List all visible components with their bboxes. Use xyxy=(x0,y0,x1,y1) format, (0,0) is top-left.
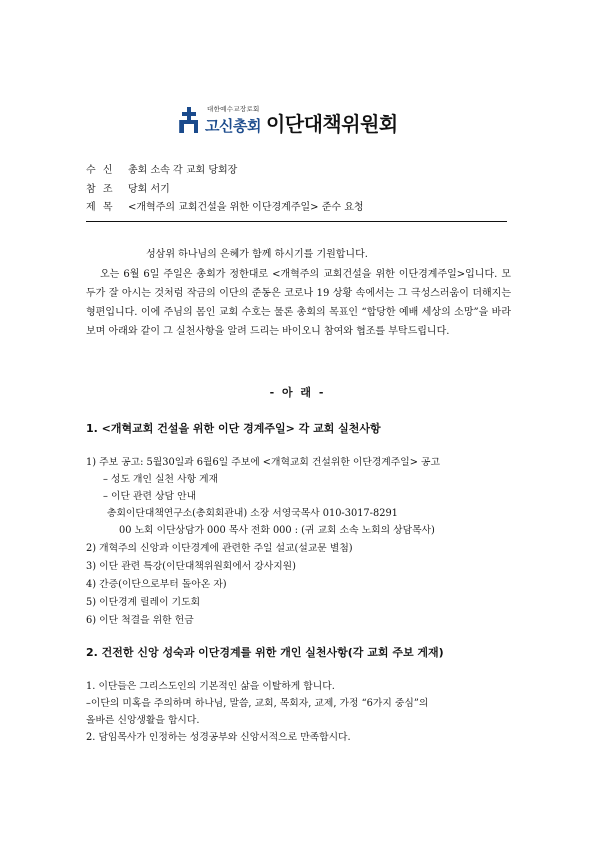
section1-line: 3) 이단 관련 특강(이단대책위원회에서 강사지원) xyxy=(86,561,296,572)
greeting: 성삼위 하나님의 은혜가 함께 하시기를 기원합니다. xyxy=(146,249,368,260)
body-paragraph: 오는 6월 6일 주일은 총회가 정한대로 <개혁주의 교회건설을 위한 이단경계주일>입니다. 모두가 잘 아시는 것처럼 작금의 이단의 준동은 코로나 19 상황 속에서는 그 극성스러움이 더해지는 형편입니다. 이에 주님의 몸인 교회 수호는 물론 총회의 목표인 “합당한 예배 세상의 소망”을 바라보며 아래와 같이 그 실천사항을 알려 드리는 바이오니 참여와 협조를 부탁드립니다. xyxy=(86,269,511,337)
section1-heading: 1. <개혁교회 건설을 위한 이단 경계주일> 각 교회 실천사항 xyxy=(86,422,381,435)
section2-line: –이단의 미혹을 주의하며 하나님, 말씀, 교회, 목회자, 교제, 가정 “6가지 중심”의 xyxy=(86,698,429,709)
section1-line: 2) 개혁주의 신앙과 이단경계에 관련한 주일 설교(설교문 별첨) xyxy=(86,543,353,554)
section1-line: 00 노회 이단상담가 000 목사 전화 000 : (귀 교회 소속 노회의 상담목사) xyxy=(119,525,435,536)
section2-line: 1. 이단들은 그리스도인의 기본적인 삶을 이탈하게 합니다. xyxy=(86,681,335,692)
org-logo xyxy=(178,104,398,136)
org-main-label: 이단대책위원회 xyxy=(265,112,398,136)
church-logo-icon xyxy=(178,106,200,134)
section1-line: 5) 이단경계 릴레이 기도회 xyxy=(86,597,201,608)
memo-subject-value: <개혁주의 교회건설을 위한 이단경계주일> 준수 요청 xyxy=(128,202,364,213)
section1-line: 총회이단대책연구소(총회회관내) 소장 서영국목사 010-3017-8291 xyxy=(107,508,398,519)
memo-subject-label: 제 목 xyxy=(86,202,115,213)
section1-line: 1) 주보 공고: 5월30일과 6월6일 주보에 <개혁교회 건설위한 이단경계주일> 공고 xyxy=(86,457,440,468)
section2-heading: 2. 건전한 신앙 성숙과 이단경계를 위한 개인 실천사항(각 교회 주보 게재) xyxy=(86,646,444,659)
memo-to-label: 수 신 xyxy=(86,165,115,176)
memo-cc-value: 당회 서기 xyxy=(128,184,170,195)
notice-title: - 아 래 - xyxy=(269,386,326,399)
section2-line: 올바른 신앙생활을 합시다. xyxy=(86,715,200,726)
memo-cc xyxy=(86,183,170,197)
section1-line: – 성도 개인 실천 사항 게재 xyxy=(103,474,219,485)
org-small-label: 대한예수교장로회 xyxy=(207,105,260,113)
section2-line: 2. 담임목사가 인정하는 성경공부와 신앙서적으로 만족합시다. xyxy=(86,732,351,743)
memo-cc-label: 참 조 xyxy=(86,184,115,195)
memo-subject xyxy=(86,201,364,215)
header-divider xyxy=(86,221,507,222)
section1-line: – 이단 관련 상담 안내 xyxy=(103,491,197,502)
memo-to xyxy=(86,164,237,178)
memo-to-value: 총회 소속 각 교회 당회장 xyxy=(128,165,238,176)
org-sub-label: 고신총회 xyxy=(205,117,261,135)
section1-line: 4) 간증(이단으로부터 돌아온 자) xyxy=(86,579,227,590)
section1-line: 6) 이단 척결을 위한 헌금 xyxy=(86,615,194,626)
